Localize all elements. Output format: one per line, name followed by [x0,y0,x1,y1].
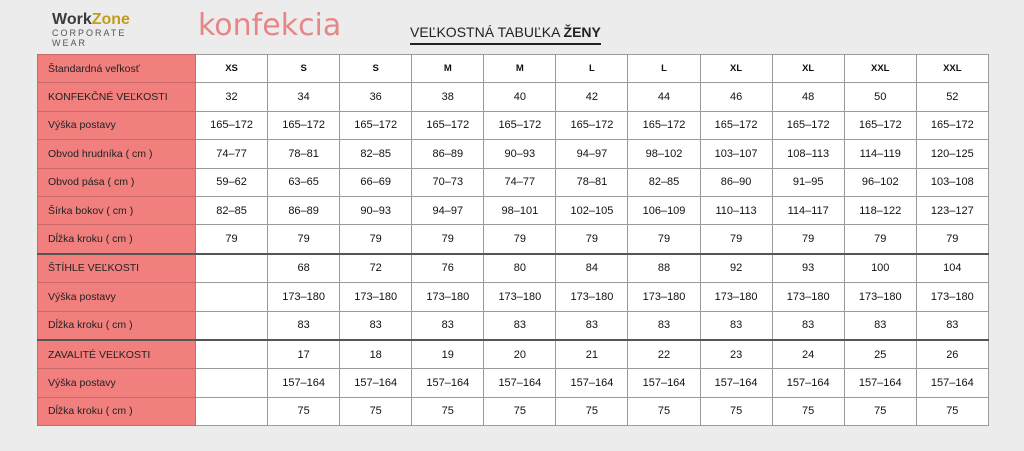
table-cell: 48 [772,83,844,111]
size-header-cell: S [340,55,412,83]
logo-brand-work: Work [52,11,92,28]
table-cell: 78–81 [268,140,340,168]
table-cell: 80 [484,254,556,283]
table-cell: 83 [772,311,844,340]
table-row [38,225,989,254]
table-cell: 79 [340,225,412,254]
row-label: Výška postavy [38,369,196,397]
table-cell: 92 [700,254,772,283]
table-cell: 157–164 [412,369,484,397]
size-header-cell: XL [700,55,772,83]
table-cell [196,283,268,311]
table-cell: 157–164 [844,369,916,397]
table-cell: 19 [412,340,484,369]
table-cell: 83 [700,311,772,340]
table-cell: 165–172 [916,111,988,139]
row-label: Štandardná veľkosť [38,55,196,83]
table-cell: 165–172 [412,111,484,139]
table-cell: 79 [484,225,556,254]
table-cell: 75 [844,397,916,425]
table-cell: 82–85 [196,196,268,224]
table-cell: 103–108 [916,168,988,196]
table-cell: 83 [340,311,412,340]
table-cell: 173–180 [556,283,628,311]
size-header-cell: XXL [916,55,988,83]
table-cell: 83 [412,311,484,340]
table-cell: 104 [916,254,988,283]
table-cell: 36 [340,83,412,111]
size-table [37,54,989,426]
table-cell: 173–180 [340,283,412,311]
row-label: ZAVALITÉ VEĽKOSTI [38,340,196,369]
row-label: Dĺžka kroku ( cm ) [38,225,196,254]
table-cell: 66–69 [340,168,412,196]
table-cell: 165–172 [844,111,916,139]
table-cell: 46 [700,83,772,111]
table-cell: 173–180 [916,283,988,311]
table-cell: 78–81 [556,168,628,196]
table-cell: 118–122 [844,196,916,224]
table-cell: 75 [556,397,628,425]
table-cell: 83 [844,311,916,340]
row-label: Výška postavy [38,283,196,311]
table-cell: 114–117 [772,196,844,224]
table-cell: 75 [484,397,556,425]
table-cell: 79 [268,225,340,254]
row-label: Obvod hrudníka ( cm ) [38,140,196,168]
logo-wordmark [52,12,130,28]
table-cell: 75 [916,397,988,425]
table-cell: 17 [268,340,340,369]
table-cell: 173–180 [484,283,556,311]
table-cell [196,340,268,369]
table-row [38,340,989,369]
table-cell: 165–172 [772,111,844,139]
table-cell: 75 [268,397,340,425]
table-cell: 94–97 [556,140,628,168]
table-cell: 83 [628,311,700,340]
table-cell: 173–180 [700,283,772,311]
table-cell: 157–164 [700,369,772,397]
table-cell: 68 [268,254,340,283]
table-cell: 79 [772,225,844,254]
table-cell: 23 [700,340,772,369]
table-cell: 86–89 [412,140,484,168]
table-title-text: VEĽKOSTNÁ TABUĽKA [410,24,564,40]
table-cell: 83 [556,311,628,340]
table-cell: 75 [340,397,412,425]
row-label: ŠTÍHLE VEĽKOSTI [38,254,196,283]
table-cell: 98–102 [628,140,700,168]
table-cell: 42 [556,83,628,111]
table-cell: 165–172 [196,111,268,139]
table-cell: 94–97 [412,196,484,224]
table-cell: 75 [772,397,844,425]
logo-brand-zone: Zone [91,11,130,28]
table-cell: 88 [628,254,700,283]
workzone-logo [52,12,130,48]
table-cell: 173–180 [628,283,700,311]
table-cell: 32 [196,83,268,111]
table-row [38,168,989,196]
table-cell: 93 [772,254,844,283]
table-cell: 70–73 [412,168,484,196]
table-cell: 40 [484,83,556,111]
table-row [38,111,989,139]
logo-tagline-1: CORPORATE [52,28,127,38]
size-header-cell: L [556,55,628,83]
table-cell: 83 [268,311,340,340]
table-cell: 157–164 [556,369,628,397]
table-cell: 123–127 [916,196,988,224]
table-cell: 173–180 [268,283,340,311]
table-cell: 26 [916,340,988,369]
logo-tagline-2: WEAR [52,38,87,48]
table-cell: 25 [844,340,916,369]
table-cell: 84 [556,254,628,283]
table-row [38,283,989,311]
table-cell: 165–172 [268,111,340,139]
size-header-cell: XL [772,55,844,83]
table-cell: 98–101 [484,196,556,224]
table-cell: 24 [772,340,844,369]
size-header-cell: M [412,55,484,83]
table-cell: 18 [340,340,412,369]
table-cell: 108–113 [772,140,844,168]
table-cell: 165–172 [340,111,412,139]
table-cell: 38 [412,83,484,111]
table-row [38,254,989,283]
table-row [38,311,989,340]
table-cell: 173–180 [844,283,916,311]
table-cell: 83 [916,311,988,340]
table-cell: 91–95 [772,168,844,196]
table-cell: 165–172 [484,111,556,139]
table-cell: 82–85 [340,140,412,168]
table-cell: 74–77 [484,168,556,196]
table-row [38,196,989,224]
table-cell: 79 [628,225,700,254]
table-cell: 86–90 [700,168,772,196]
row-label: Šírka bokov ( cm ) [38,196,196,224]
table-cell: 34 [268,83,340,111]
table-cell: 120–125 [916,140,988,168]
table-cell: 79 [556,225,628,254]
table-cell: 106–109 [628,196,700,224]
table-cell: 96–102 [844,168,916,196]
table-cell: 90–93 [340,196,412,224]
row-label: KONFEKČNÉ VEĽKOSTI [38,83,196,111]
table-cell [196,369,268,397]
page-heading: konfekcia [198,8,342,43]
row-label: Obvod pása ( cm ) [38,168,196,196]
table-cell: 52 [916,83,988,111]
table-header-row [38,55,989,83]
size-header-cell: S [268,55,340,83]
table-title [410,24,601,45]
table-cell: 79 [412,225,484,254]
table-cell: 157–164 [628,369,700,397]
table-cell: 74–77 [196,140,268,168]
table-cell: 165–172 [628,111,700,139]
table-cell: 165–172 [556,111,628,139]
table-row [38,83,989,111]
table-cell: 157–164 [484,369,556,397]
table-cell [196,254,268,283]
table-row [38,369,989,397]
table-cell: 86–89 [268,196,340,224]
table-cell: 79 [700,225,772,254]
table-cell: 63–65 [268,168,340,196]
table-cell: 114–119 [844,140,916,168]
table-cell: 59–62 [196,168,268,196]
table-cell: 79 [844,225,916,254]
table-cell: 173–180 [412,283,484,311]
table-cell: 44 [628,83,700,111]
table-cell [196,311,268,340]
table-cell: 75 [700,397,772,425]
table-cell: 157–164 [772,369,844,397]
table-cell: 82–85 [628,168,700,196]
table-cell: 90–93 [484,140,556,168]
table-row [38,397,989,425]
table-cell: 50 [844,83,916,111]
table-cell: 173–180 [772,283,844,311]
table-cell: 79 [916,225,988,254]
table-cell: 100 [844,254,916,283]
table-cell: 103–107 [700,140,772,168]
table-cell: 75 [628,397,700,425]
table-cell: 83 [484,311,556,340]
table-cell [196,397,268,425]
size-header-cell: XXL [844,55,916,83]
size-header-cell: L [628,55,700,83]
table-cell: 22 [628,340,700,369]
row-label: Dĺžka kroku ( cm ) [38,311,196,340]
table-cell: 110–113 [700,196,772,224]
table-title-bold: ŽENY [563,24,601,40]
table-cell: 157–164 [340,369,412,397]
size-header-cell: XS [196,55,268,83]
table-cell: 157–164 [268,369,340,397]
row-label: Výška postavy [38,111,196,139]
table-cell: 102–105 [556,196,628,224]
row-label: Dĺžka kroku ( cm ) [38,397,196,425]
table-cell: 157–164 [916,369,988,397]
table-cell: 21 [556,340,628,369]
table-cell: 165–172 [700,111,772,139]
table-row [38,140,989,168]
table-cell: 76 [412,254,484,283]
table-cell: 20 [484,340,556,369]
table-cell: 75 [412,397,484,425]
table-cell: 79 [196,225,268,254]
size-header-cell: M [484,55,556,83]
table-cell: 72 [340,254,412,283]
